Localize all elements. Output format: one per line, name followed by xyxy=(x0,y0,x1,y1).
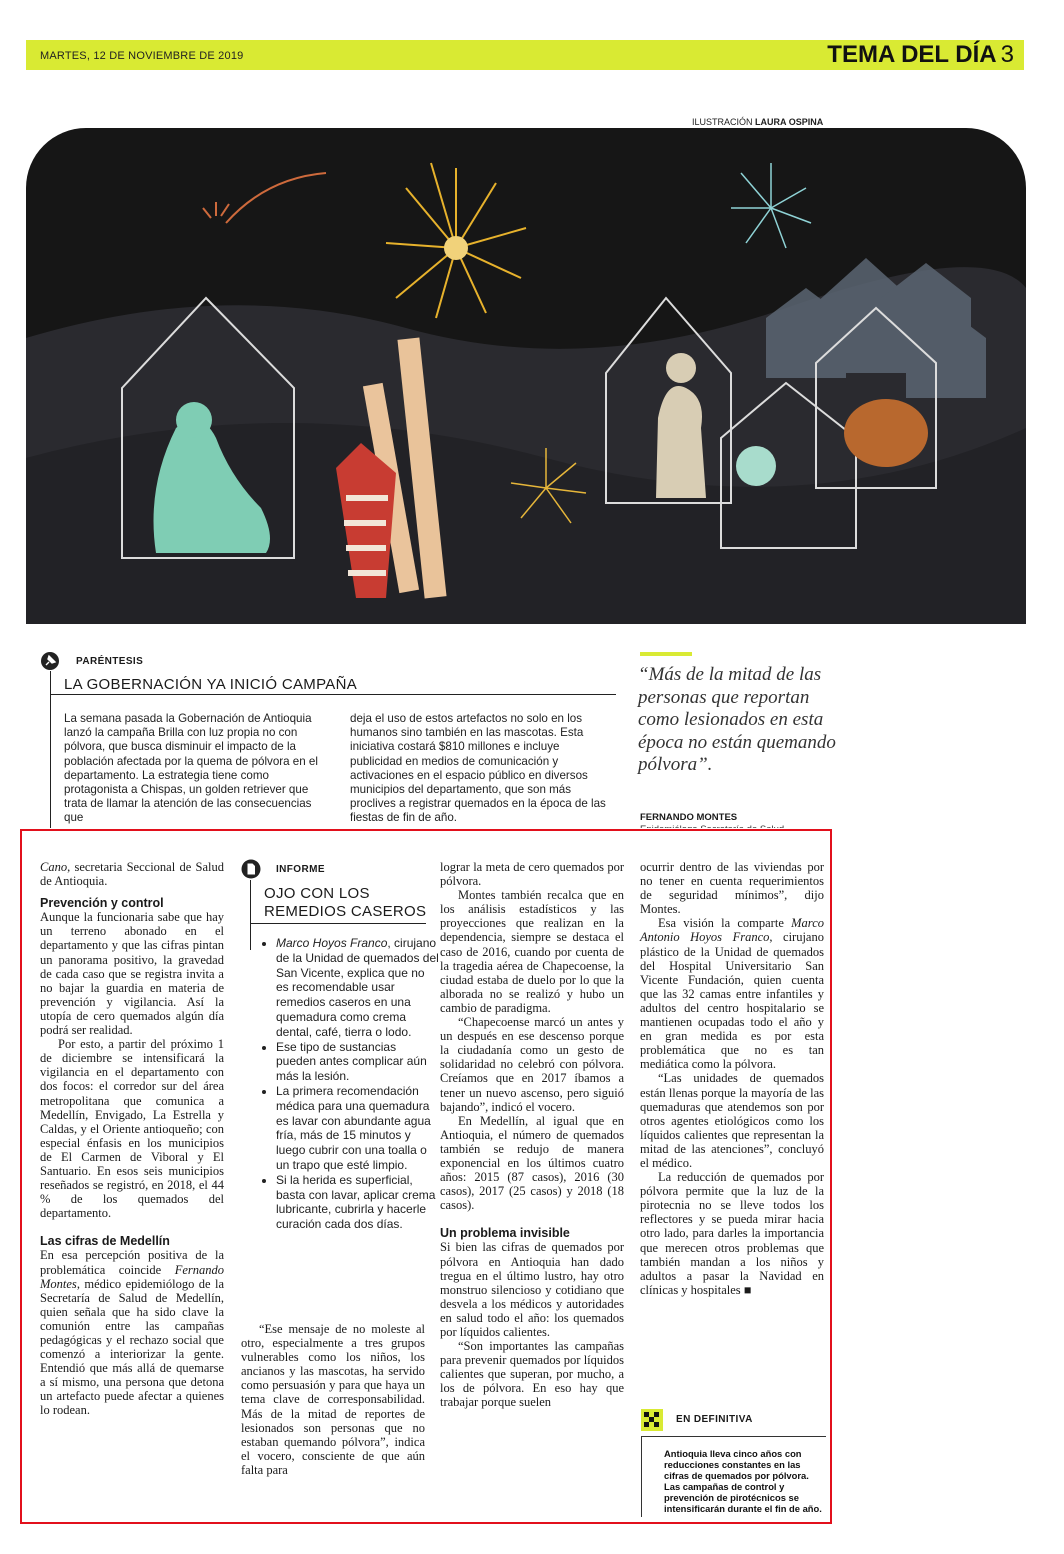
paragraph: “Ese mensaje de no moleste al otro, especialmente a tres grupos vulnerables como los niños, los ancianos y las mascotas, ha servido como persuasión y para que haya un tema clave de corresponsabilidad. Más de la mitad de reportes de lesionados son personas que no estaban quemando pólvora”, indica el vocero, consciente de que aún falta para xyxy=(241,1322,425,1477)
text: Esa visión la comparte xyxy=(658,916,792,931)
child-figure xyxy=(656,386,706,498)
parentesis-rule-horizontal xyxy=(50,694,616,695)
list-item: • La primera recomendación médica para una quemadura es lavar con abundante agua fría, más de 15 minutos y luego cubrir con una toalla o un trapo que esté limpio. xyxy=(276,1084,439,1173)
article-column-4 xyxy=(640,860,824,1297)
paragraph: “Chapecoense marcó un antes y un después en ese descenso porque la ciudadanía como un gesto de solidaridad no celebró con pólvora. Creíamos que en 2017 íbamos a tener un nuevo ascenso, pero siguió bajando”, indicó el vocero. xyxy=(440,1015,624,1114)
list-item xyxy=(276,936,439,1040)
definitiva-text: Antioquia lleva cinco años con reducciones constantes en las cifras de quemados por pólvora. Las campañas de control y prevención de pirotécnicos se intensificarán durante el fin de año. xyxy=(664,1448,822,1514)
lead-paragraph xyxy=(40,860,224,888)
informe-kicker: INFORME xyxy=(276,864,325,875)
informe-title xyxy=(264,885,426,921)
paragraph xyxy=(640,1170,824,1297)
person-name: Marco Hoyos Franco xyxy=(276,936,388,950)
paragraph xyxy=(40,1248,224,1417)
document-icon xyxy=(241,859,261,879)
person-name: Fernando Montes xyxy=(40,1262,224,1291)
credit-author: LAURA OSPINA xyxy=(755,117,824,127)
section-name: TEMA DEL DÍA xyxy=(827,41,997,68)
issue-date: MARTES, 12 DE NOVIEMBRE DE 2019 xyxy=(40,50,244,62)
pull-quote: “Más de la mitad de las personas que reportan como lesionados en esta época no están quemando pólvora”. xyxy=(638,664,836,775)
paragraph: En Medellín, al igual que en Antioquia, el número de quemados también se redujo de manera exponencial en los últimos cuatro años: 2015 (87 casos), 2016 (30 casos), 2017 (25 casos) y 2018 (18 casos). xyxy=(440,1113,624,1213)
person-name: Marco Antonio Hoyos Franco xyxy=(640,916,824,945)
article-column-2 xyxy=(241,1322,425,1477)
end-mark: ■ xyxy=(743,1282,752,1297)
text: , médico epidemiólogo de la Secretaría de Salud de Medellín, quien señala que ha sido clave la comunión entre las campañas pedagógicas y el rechazo social que comenzó a interiorizar la gente. Entendió que más allá de quemarse a sí mismo, una persona que detona un artefacto puede afectar a quienes lo rodean. xyxy=(40,1276,224,1418)
paragraph: Si bien las cifras de quemados por pólvora en Antioquia han dado tregua en el último lustro, hay otro monstruo silencioso y cotidiano que desvela a los médicos y autoridades en salud todo el año: los quemados por líquidos calientes. xyxy=(440,1240,624,1339)
text: , cirujano de la Unidad de quemados del San Vicente, explica que no es recomendable usar remedios caseros en una quemadura como crema dental, café, tierra o lodo. xyxy=(276,936,439,1039)
checkered-icon xyxy=(641,1409,663,1431)
paragraph: “Las unidades de quemados están llenas porque la mayoría de las quemaduras que atendemos son por otros agentes etiológicos como los líquidos calientes que representan la mitad de las atenciones”, concluyó el médico. xyxy=(640,1071,824,1170)
parentesis-column-1: La semana pasada la Gobernación de Antioquia lanzó la campaña Brilla con luz propia no con pólvora, que busca disminuir el impacto de la población afectada por la quema de pólvora en el departamento. La estrategia tiene como protagonista a Chispas, un golden retriever que trata de llamar la atención de las consecuencias que xyxy=(64,712,318,825)
informe-rule-vertical xyxy=(250,880,251,950)
parentesis-title: LA GOBERNACIÓN YA INICIÓ CAMPAÑA xyxy=(64,676,358,693)
article-column-1 xyxy=(40,860,224,1418)
quote-author: FERNANDO MONTES xyxy=(640,812,738,823)
pin-icon xyxy=(40,651,60,671)
informe-title-line: REMEDIOS CASEROS xyxy=(264,903,427,920)
section-title xyxy=(827,41,1014,69)
text: , cirujano plástico de la Unidad de quemados del Hospital Universitario San Vicente Fundación, quien cuenta que las 32 camas entre infantiles y adultos del centro hospitalario se mantienen ocupadas todo el año y en gran medida es por esta problemática que no es tan mediática como la pólvora. xyxy=(640,930,824,1072)
text: La reducción de quemados por pólvora permite que la luz de la pirotecnia no se lleve todos los reflectores y se pueda mirar hacia otro lado, para darles la importancia que merecen otros problemas que también mandan a los niños y adultos a pasar la Navidad en clínicas y hospitales xyxy=(640,1170,824,1297)
text: En esa percepción positiva de la problemática coincide xyxy=(40,1248,224,1277)
subheading-problema: Un problema invisible xyxy=(440,1226,570,1241)
paragraph: “Son importantes las campañas para prevenir quemados por líquidos calientes que superan, por mucho, a los de pólvora. En eso hay que trabajar porque suelen xyxy=(440,1339,624,1410)
paragraph: Montes también recalca que en los análisis estadísticos y las proyecciones que realizan en la dependencia, siempre se destaca el caso de 2016, cuando por cuenta de la tragedia aérea de Chapecoense, la ciudad estaba de duelo por lo que la alborada no se realizó y hubo un cambio de paradigma. xyxy=(440,888,624,1015)
subheading-prevencion: Prevención y control xyxy=(40,896,164,911)
illustration-credit xyxy=(692,117,823,127)
paragraph xyxy=(640,916,824,1071)
definitiva-kicker: EN DEFINITIVA xyxy=(676,1414,753,1425)
informe-title-line: OJO CON LOS xyxy=(264,885,370,902)
list-item: • Si la herida es superficial, basta con lavar, aplicar crema lubricante, cubrirla y hacerle curación cada dos días. xyxy=(276,1173,439,1232)
paragraph: lograr la meta de cero quemados por pólvora. xyxy=(440,860,624,889)
fireworks-illustration xyxy=(26,128,1026,624)
credit-label: ILUSTRACIÓN xyxy=(692,117,753,127)
parentesis-kicker: PARÉNTESIS xyxy=(76,656,144,667)
lead-name: Cano xyxy=(40,860,68,874)
remedies-list xyxy=(262,936,439,1232)
informe-rule-horizontal xyxy=(250,923,426,924)
paragraph: ocurrir dentro de las viviendas por no tener en cuenta requerimientos de seguridad mínimos”, dijo Montes. xyxy=(640,860,824,917)
dog-figure xyxy=(844,399,928,467)
ball-shape xyxy=(736,446,776,486)
paragraph: Por esto, a partir del próximo 1 de diciembre se intensificará la vigilancia en el departamento con dos focos: el corredor sur del área metropolitana que comunica a Medellín, Envigado, La Estrella y Caldas, y el Oriente antioqueño; con especial énfasis en los municipios de El Carmen de Viboral y El Santuario. En esos seis municipios reseñados se registró, en 2018, el 44 % de los quemados del departamento. xyxy=(40,1037,224,1221)
lead-text: , secretaria Seccional de Salud de Antioquia. xyxy=(40,860,224,889)
quote-accent-bar xyxy=(640,652,692,656)
paragraph: Aunque la funcionaria sabe que hay un terreno abonado en el departamento y que las cifras pintan un panorama positivo, la gravedad de cada caso que se registra invita a no bajar la guardia en materia de prevención y vigilancia. Así la utopía de cero quemados algún día podrá ser realidad. xyxy=(40,910,224,1038)
firework-core xyxy=(444,236,468,260)
subheading-cifras: Las cifras de Medellín xyxy=(40,1234,170,1249)
header-bar xyxy=(26,40,1024,70)
page-number: 3 xyxy=(1000,41,1014,68)
list-item: • Ese tipo de sustancias pueden antes complicar aún más la lesión. xyxy=(276,1040,439,1084)
parentesis-column-2: deja el uso de estos artefactos no solo en los humanos sino también en las mascotas. Esta iniciativa costará $810 millones e incluye publicidad en medios de comunicación y activaciones en el espacio público en diversos municipios del departamento, que son más proclives a registrar quemados en la época de las fiestas de fin de año. xyxy=(350,712,606,825)
article-column-3 xyxy=(440,860,624,1410)
